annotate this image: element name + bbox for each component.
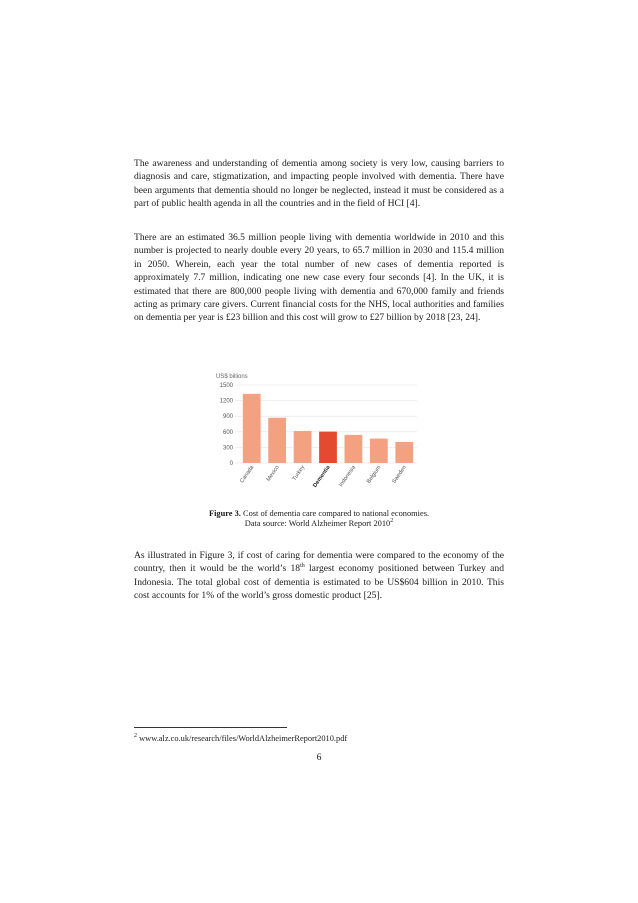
- figure-source-footnote-ref: 2: [390, 518, 394, 524]
- chart-y-tick-label: 1500: [219, 383, 233, 389]
- ordinal-suffix: th: [300, 563, 305, 570]
- paragraph-dementia-statistics: There are an estimated 36.5 million people living with dementia worldwide in 2010 and this number is projected to nearly double every 20 years, to 65.7 million in 2030 and 115.4 million in 2050. Wherein, each year the total number of new cases of dementia reported is approximately 7.7 million, indicating one new case every four seconds [4]. In the UK, it is estimated that there are 800,000 people living with dementia and 670,000 family and friends acting as primary care givers. Current financial costs for the NHS, local authorities and families on dementia per year is £23 billion and this cost will grow to £27 billion by 2018 [23, 24].: [134, 232, 504, 324]
- footnote: [134, 733, 347, 744]
- paragraph-economy-comparison: [134, 549, 504, 603]
- chart-x-tick-label: Sweden: [391, 464, 408, 485]
- chart-bar-belgium: [370, 439, 388, 463]
- chart-y-tick-label: 0: [229, 461, 233, 467]
- footnote-url: www.alz.co.uk/research/files/WorldAlzheimerReport2010.pdf: [137, 734, 348, 743]
- chart-bar-turkey: [294, 431, 312, 463]
- footnote-number: 2: [134, 733, 137, 739]
- chart-bar-mexico: [268, 418, 286, 463]
- chart-x-tick-label: Mexico: [265, 464, 281, 483]
- figure-source-text: Data source: World Alzheimer Report 2010: [244, 519, 391, 528]
- figure-caption-text: Cost of dementia care compared to national economies.: [240, 509, 430, 518]
- chart-y-tick-label: 1200: [219, 398, 233, 405]
- chart-x-tick-label: Canada: [239, 464, 256, 485]
- chart-y-tick-label: 600: [222, 429, 233, 436]
- chart-x-tick-label: Indonesia: [338, 464, 358, 489]
- chart-y-tick-label: 300: [222, 445, 233, 452]
- chart-y-ticks: [220, 383, 234, 467]
- page-number: 6: [316, 752, 322, 763]
- chart-y-axis-label: US$ billions: [216, 374, 248, 380]
- figure-caption-label: Figure 3.: [208, 509, 241, 518]
- chart-x-tick-label: Turkey: [291, 464, 307, 482]
- chart-x-ticks: [239, 464, 408, 489]
- chart-bars: [243, 394, 413, 463]
- paragraph-economy-part2: largest economy positioned between Turkey and Indonesia. The total global cost of dementia is estimated to be US$604 billion in 2010. This cost accounts for 1% of the world’s gross domestic product [25].: [134, 563, 504, 602]
- chart-bar-dementia: [319, 432, 337, 463]
- cost-bar-chart: [195, 370, 435, 500]
- chart-y-tick-label: 900: [222, 414, 233, 421]
- chart-x-tick-label: Belgium: [365, 464, 383, 485]
- paragraph-economy-part1: As illustrated in Figure 3, if cost of caring for dementia were compared to the economy of the country, then it would be the world’s 18: [134, 550, 504, 575]
- chart-bar-indonesia: [345, 435, 363, 463]
- paragraph-dementia-awareness: The awareness and understanding of dementia among society is very low, causing barriers to diagnosis and care, stigmatization, and impacting people involved with dementia. There have been arguments that dementia should no longer be neglected, instead it must be considered as a part of public health agenda in all the countries and in the field of HCI [4].: [134, 158, 504, 210]
- chart-bar-canada: [243, 394, 261, 463]
- chart-bar-sweden: [395, 442, 413, 463]
- figure-data-source: [134, 518, 504, 529]
- chart-x-tick-label: Dementia: [312, 464, 332, 489]
- footnote-rule: [134, 727, 287, 728]
